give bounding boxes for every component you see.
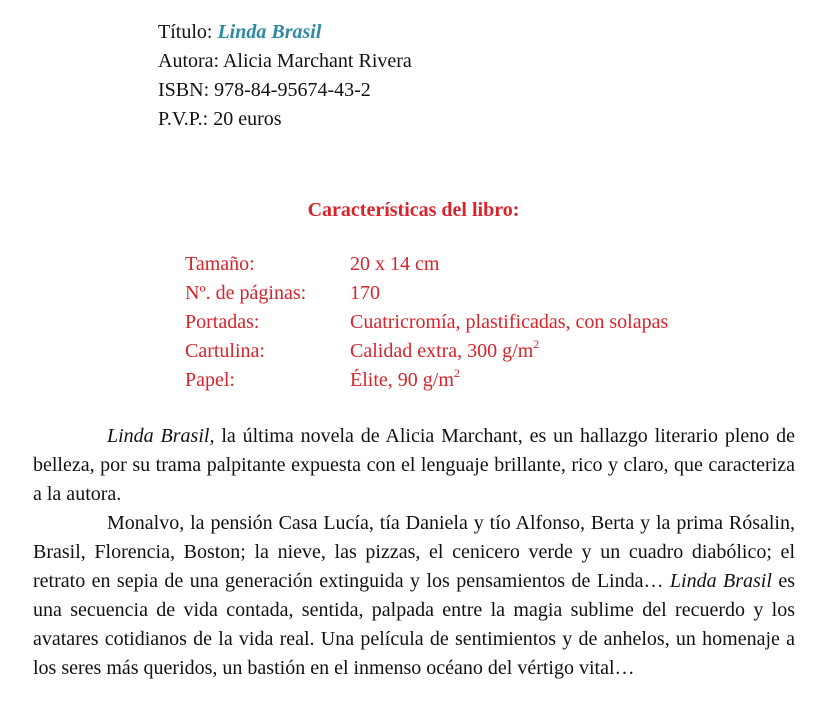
spec-row-size bbox=[185, 250, 668, 279]
title-line bbox=[158, 18, 412, 47]
spec-value-text: Calidad extra, 300 g/m bbox=[350, 340, 534, 362]
title-label: Título: bbox=[158, 21, 213, 43]
paragraph-text: la última novela de Alicia Marchant, es un hallazgo literario pleno de belleza, por su trama palpitante expuesta con el lenguaje brillante, rico y claro, que caracteriza a la autora. bbox=[33, 425, 796, 505]
superscript: 2 bbox=[533, 337, 540, 351]
spec-label: Tamaño: bbox=[185, 253, 255, 275]
italic-title: Linda Brasil, bbox=[107, 425, 215, 447]
price-line: P.V.P.: 20 euros bbox=[158, 108, 282, 130]
spec-label: Nº. de páginas: bbox=[185, 282, 307, 304]
isbn-line: ISBN: 978-84-95674-43-2 bbox=[158, 79, 371, 101]
author-line: Autora: Alicia Marchant Rivera bbox=[158, 50, 412, 72]
spec-row-pages bbox=[185, 279, 668, 308]
specs-list bbox=[185, 250, 668, 395]
book-title: Linda Brasil bbox=[217, 21, 322, 43]
paragraph-text: Monalvo, la pensión Casa Lucía, tía Daniela y tío Alfonso, Berta y la prima Rósalin, Brasil, Florencia, Boston; la nieve, las pizzas, el cenicero verde y un cuadro diabólico; el retrato en sepia de una generación extinguida y los pensamientos de Linda… bbox=[33, 512, 795, 592]
spec-value-text: Élite, 90 g/m bbox=[350, 369, 454, 391]
description-paragraph-1 bbox=[33, 422, 795, 509]
spec-value bbox=[350, 366, 460, 395]
spec-label: Portadas: bbox=[185, 311, 260, 333]
description bbox=[33, 422, 795, 683]
italic-title: Linda Brasil bbox=[669, 570, 772, 592]
book-header bbox=[158, 18, 412, 134]
spec-label: Cartulina: bbox=[185, 340, 265, 362]
paragraph-text: es una secuencia de vida contada, sentida, palpada entre la magia sublime del recuerdo y los avatares cotidianos de la vida real. Una película de sentimientos y de anhelos, un homenaje a los seres más queridos, un bastión en el inmenso océano del vértigo vital… bbox=[33, 570, 796, 679]
spec-row-paper bbox=[185, 366, 668, 395]
specs-heading: Características del libro: bbox=[307, 199, 520, 221]
spec-value: 20 x 14 cm bbox=[350, 253, 440, 275]
spec-label: Papel: bbox=[185, 369, 235, 391]
spec-row-covers bbox=[185, 308, 668, 337]
spec-value: 170 bbox=[350, 282, 380, 304]
spec-row-cardstock bbox=[185, 337, 668, 366]
spec-value: Cuatricromía, plastificadas, con solapas bbox=[350, 311, 669, 333]
superscript: 2 bbox=[453, 366, 460, 380]
spec-value bbox=[350, 337, 539, 366]
description-paragraph-2 bbox=[33, 509, 795, 683]
